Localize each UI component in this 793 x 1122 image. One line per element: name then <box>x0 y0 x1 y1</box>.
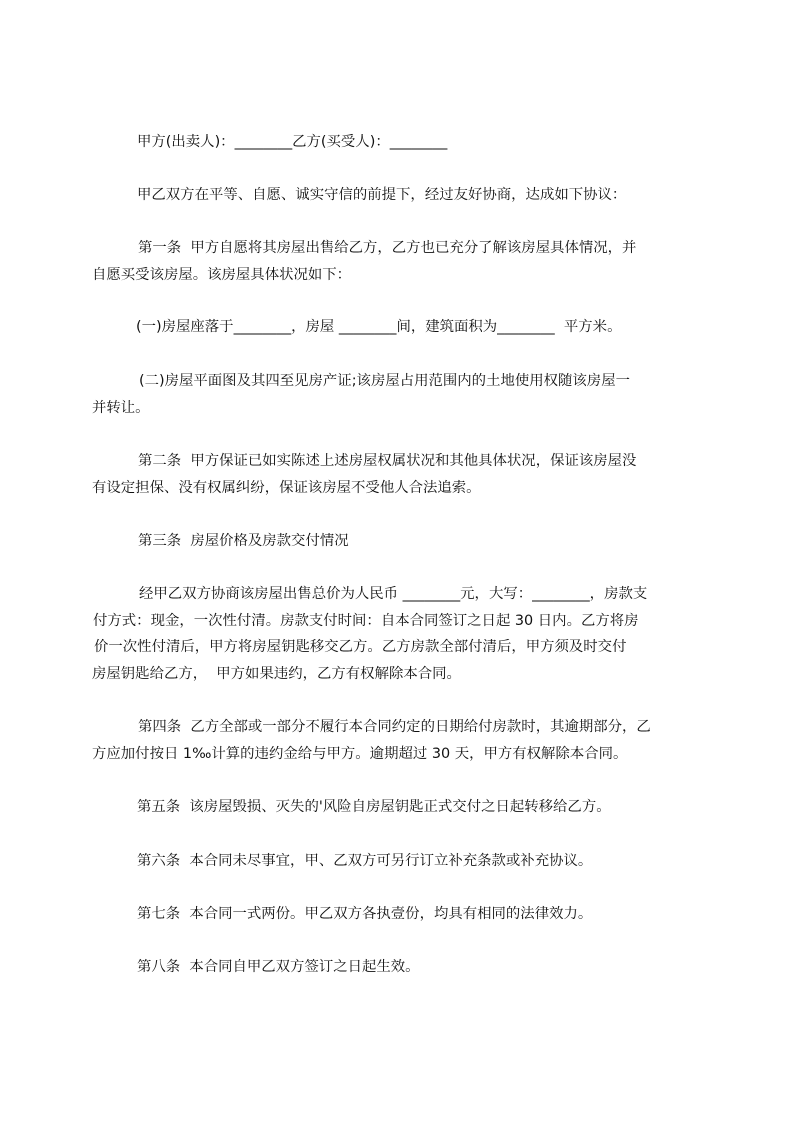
item-2-line-2: 并转让。 <box>92 400 150 416</box>
preamble-line: 甲乙双方在平等、自愿、诚实守信的前提下，经过友好协商，达成如下协议： <box>137 187 627 203</box>
article-2-line-1: 第二条 甲方保证已如实陈述上述房屋权属状况和其他具体状况，保证该房屋没 <box>138 453 637 469</box>
article-3-line: 第三条 房屋价格及房款交付情况 <box>138 533 349 549</box>
article-4-line-2: 方应加付按日 1‰计算的违约金给与甲方。逾期超过 30 天，甲方有权解除本合同。 <box>92 746 628 762</box>
article-3-body-line-4: 房屋钥匙给乙方， 甲方如果违约，乙方有权解除本合同。 <box>92 666 461 682</box>
article-3-body-line-1: 经甲乙双方协商该房屋出售总价为人民币 ________元，大写：________，房款支 <box>139 586 648 602</box>
article-8-line: 第八条 本合同自甲乙双方签订之日起生效。 <box>137 959 420 975</box>
article-3-body-line-3: 价一次性付清后，甲方将房屋钥匙移交乙方。乙方房款全部付清后，甲方须及时交付 <box>94 639 627 655</box>
article-1-line-2: 自愿买受该房屋。该房屋具体状况如下： <box>92 267 352 283</box>
article-6-line: 第六条 本合同未尽事宜，甲、乙双方可另行订立补充条款或补充协议。 <box>137 853 593 869</box>
article-3-body-line-2: 付方式：现金，一次性付清。房款支付时间：自本合同签订之日起 30 日内。乙方将房 <box>93 613 639 629</box>
article-1-line-1: 第一条 甲方自愿将其房屋出售给乙方，乙方也已充分了解该房屋具体情况，并 <box>138 240 637 256</box>
article-4-line-1: 第四条 乙方全部或一部分不履行本合同约定的日期给付房款时，其逾期部分，乙 <box>138 719 651 735</box>
article-7-line: 第七条 本合同一式两份。甲乙双方各执壹份，均具有相同的法律效力。 <box>137 906 593 922</box>
item-2-line-1: (二)房屋平面图及其四至见房产证;该房屋占用范围内的土地使用权随该房屋一 <box>139 373 630 389</box>
parties-line: 甲方(出卖人)：________乙方(买受人)：________ <box>137 134 448 150</box>
article-5-line: 第五条 该房屋毁损、灭失的'风险自房屋钥匙正式交付之日起转移给乙方。 <box>137 799 611 815</box>
item-1-line: (一)房屋座落于________，房屋 ________间，建筑面积为________ 平方米。 <box>136 319 622 335</box>
article-2-line-2: 有设定担保、没有权属纠纷，保证该房屋不受他人合法追索。 <box>92 480 481 496</box>
